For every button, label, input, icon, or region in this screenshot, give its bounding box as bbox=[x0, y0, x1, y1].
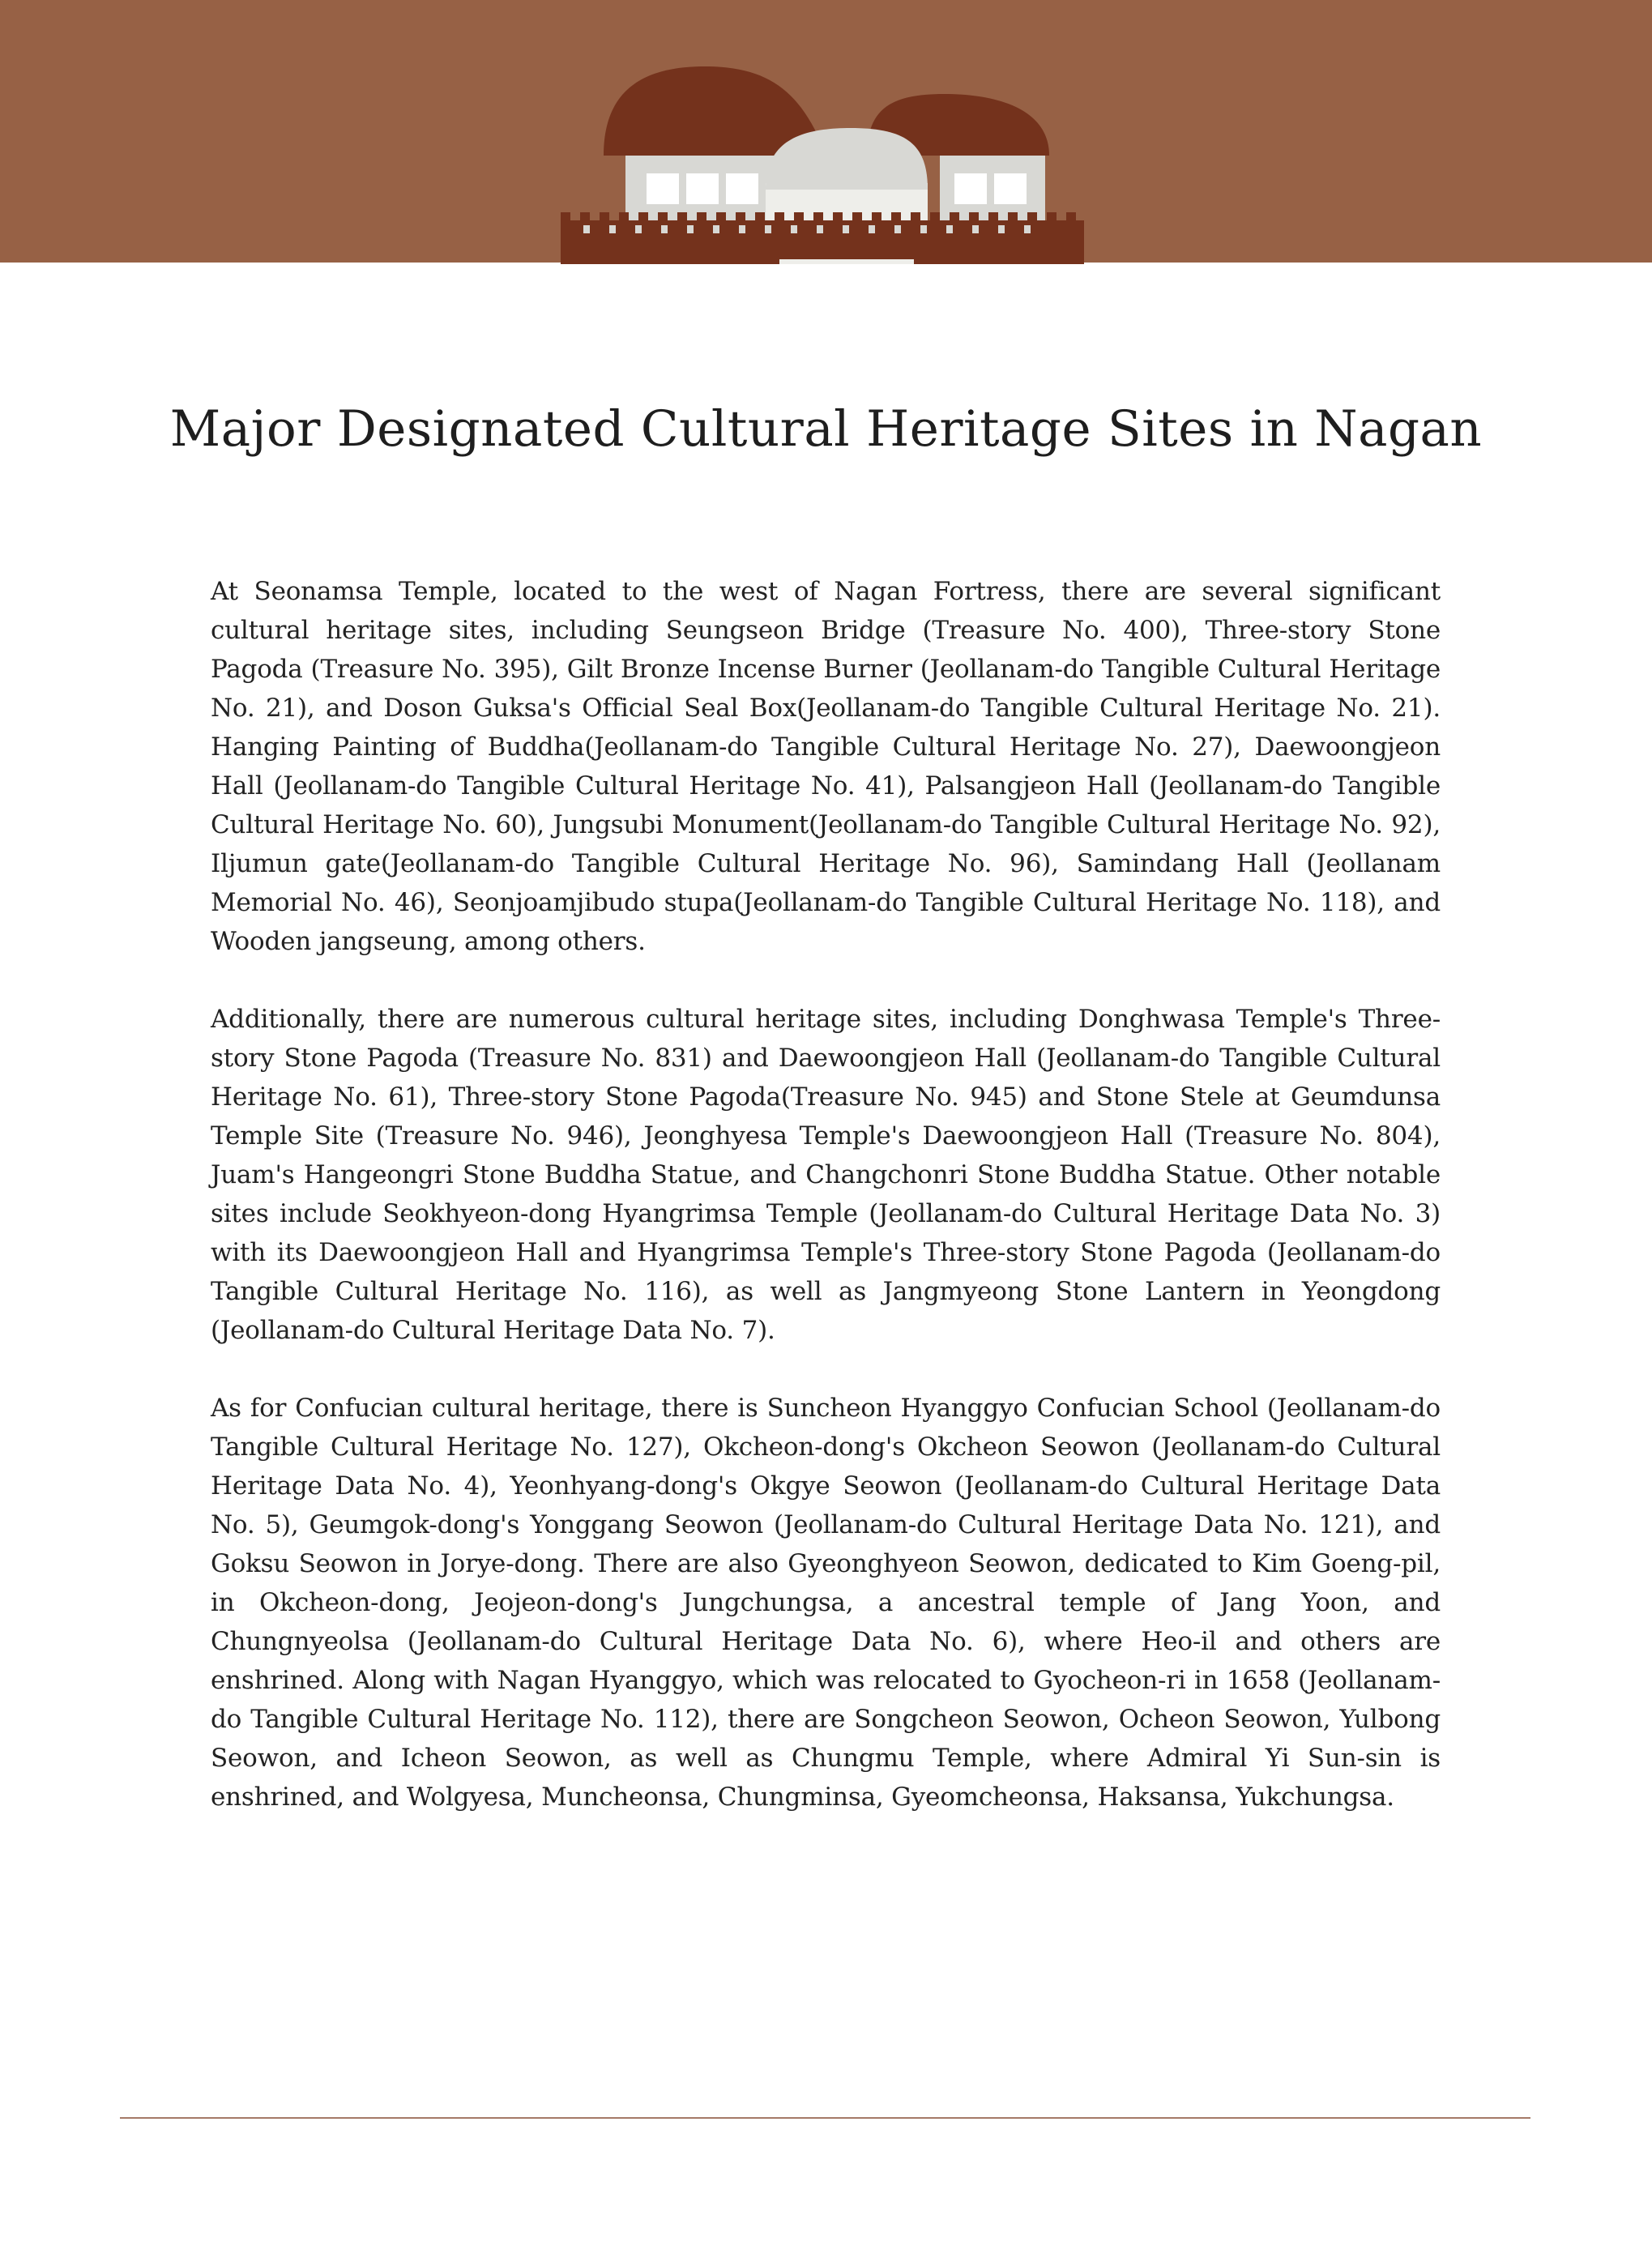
fortress-pavilion-icon bbox=[559, 60, 1086, 264]
gate-opening bbox=[779, 259, 914, 264]
paragraph-additional-sites: Additionally, there are numerous cultural heritage sites, including Donghwasa Temple's Three-story Stone Pagoda (Treasure No. 831) and Daewoongjeon Hall (Jeollanam-do Tangible Cultural Heritage No. 61), Three-story Stone Pagoda(Treasure No. 945) and Stone Stele at Geumdunsa Temple Site (Treasure No. 946), Jeonghyesa Temple's Daewoongjeon Hall (Treasure No. 804), Juam's Hangeongri Stone Buddha Statue, and Changchonri Stone Buddha Statue. Other notable sites include Seokhyeon-dong Hyangrimsa Temple (Jeollanam-do Cultural Heritage Data No. 3) with its Daewoongjeon Hall and Hyangrimsa Temple's Three-story Stone Pagoda (Jeollanam-do Tangible Cultural Heritage No. 116), as well as Jangmyeong Stone Lantern in Yeongdong (Jeollanam-do Cultural Heritage Data No. 7). bbox=[211, 1005, 1441, 1345]
footer-rule bbox=[120, 2117, 1530, 2119]
paragraph-confucian-heritage: As for Confucian cultural heritage, there is Suncheon Hyanggyo Confucian School (Jeollanam-do Tangible Cultural Heritage No. 127), Okcheon-dong's Okcheon Seowon (Jeollanam-do Cultural Heritage Data No. 4), Yeonhyang-dong's Okgye Seowon (Jeollanam-do Cultural Heritage Data No. 5), Geumgok-dong's Yonggang Seowon (Jeollanam-do Cultural Heritage Data No. 121), and Goksu Seowon in Jorye-dong. There are also Gyeonghyeon Seowon, dedicated to Kim Goeng-pil, in Okcheon-dong, Jeojeon-dong's Jungchungsa, a ancestral temple of Jang Yoon, and Chungnyeolsa (Jeollanam-do Cultural Heritage Data No. 6), where Heo-il and others are enshrined. Along with Nagan Hyanggyo, which was relocated to Gyocheon-ri in 1658 (Jeollanam-do Tangible Cultural Heritage No. 112), there are Songcheon Seowon, Ocheon Seowon, Yulbong Seowon, and Icheon Seowon, as well as Chungmu Temple, where Admiral Yi Sun-sin is enshrined, and Wolgyesa, Muncheonsa, Chungminsa, Gyeomcheonsa, Haksansa, Yukchungsa. bbox=[211, 1394, 1441, 1812]
window bbox=[647, 173, 679, 204]
header-band bbox=[0, 0, 1652, 263]
body-text bbox=[211, 572, 1441, 1855]
window bbox=[686, 173, 719, 204]
window bbox=[994, 173, 1027, 204]
window bbox=[726, 173, 758, 204]
paragraph-seonamsa: At Seonamsa Temple, located to the west of Nagan Fortress, there are several significant cultural heritage sites, including Seungseon Bridge (Treasure No. 400), Three-story Stone Pagoda (Treasure No. 395), Gilt Bronze Incense Burner (Jeollanam-do Tangible Cultural Heritage No. 21), and Doson Guksa's Official Seal Box(Jeollanam-do Tangible Cultural Heritage No. 21). Hanging Painting of Buddha(Jeollanam-do Tangible Cultural Heritage No. 27), Daewoongjeon Hall (Jeollanam-do Tangible Cultural Heritage No. 41), Palsangjeon Hall (Jeollanam-do Tangible Cultural Heritage No. 60), Jungsubi Monument(Jeollanam-do Tangible Cultural Heritage No. 92), Iljumun gate(Jeollanam-do Tangible Cultural Heritage No. 96), Samindang Hall (Jeollanam Memorial No. 46), Seonjoamjibudo stupa(Jeollanam-do Tangible Cultural Heritage No. 118), and Wooden jangseung, among others. bbox=[211, 577, 1441, 956]
page-title: Major Designated Cultural Heritage Sites in Nagan bbox=[169, 400, 1483, 458]
window bbox=[954, 173, 987, 204]
